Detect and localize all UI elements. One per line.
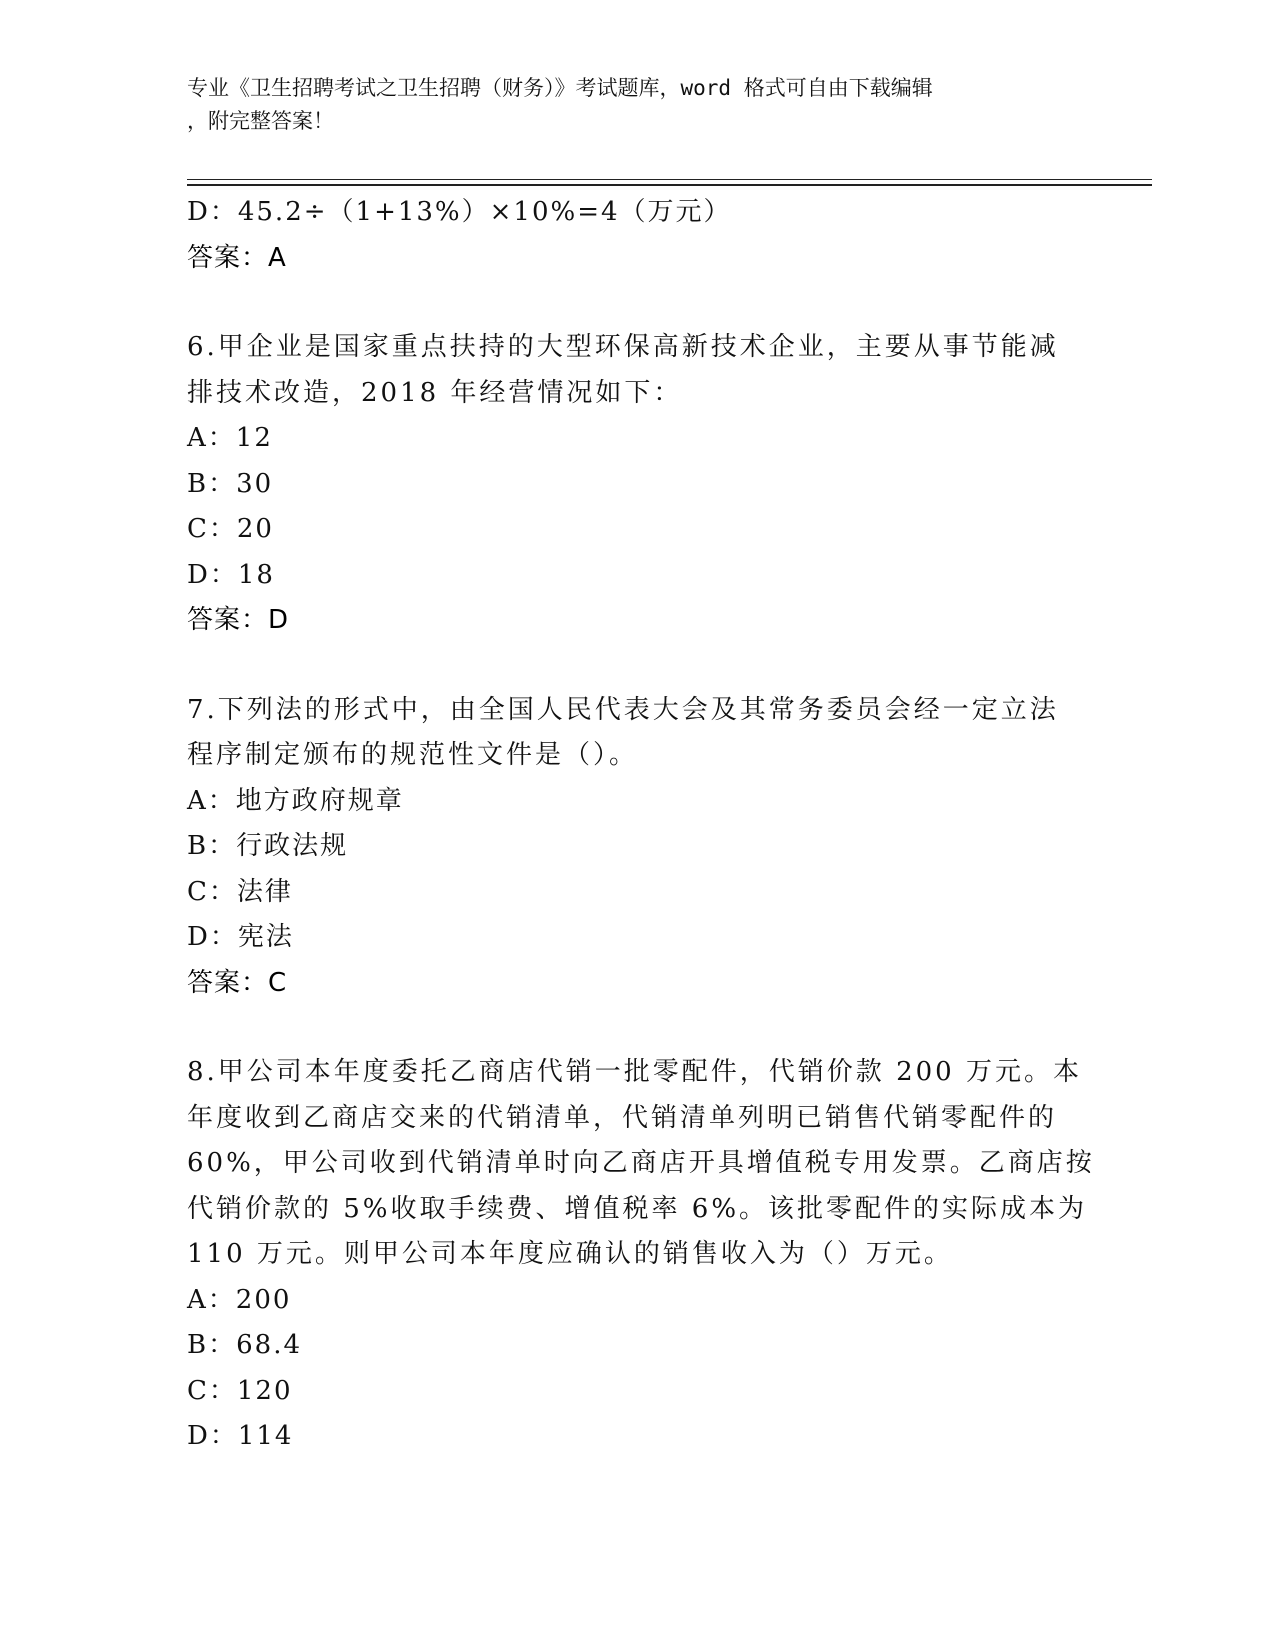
q6-answer: 答案：D <box>187 605 290 635</box>
header-rule-thick <box>187 184 1152 186</box>
q7-option-a: A：地方政府规章 <box>187 785 404 816</box>
q8-stem-line-1: 8.甲公司本年度委托乙商店代销一批零配件，代销价款 200 万元。本 <box>187 1057 1082 1087</box>
document-body <box>187 190 1095 1460</box>
q6-stem-line-2: 排技术改造，2018 年经营情况如下： <box>187 377 683 408</box>
q8-stem-line-4: 代销价款的 5%收取手续费、增值税率 6%。该批零配件的实际成本为 <box>187 1193 1088 1224</box>
q7-option-c: C：法律 <box>187 876 293 907</box>
q7-option-b: B：行政法规 <box>187 831 349 861</box>
q6-option-b: B：30 <box>187 468 274 499</box>
document-header <box>187 72 1087 138</box>
q8-option-b: B：68.4 <box>187 1330 302 1360</box>
q7-answer: 答案：C <box>187 967 288 998</box>
spacer <box>187 281 1087 325</box>
spacer <box>187 644 1087 688</box>
q7-stem-line-2: 程序制定颁布的规范性文件是（）。 <box>187 740 639 770</box>
q8-stem-line-2: 年度收到乙商店交来的代销清单，代销清单列明已销售代销零配件的 <box>187 1102 1058 1133</box>
q8-stem-line-3: 60%，甲公司收到代销清单时向乙商店开具增值税专用发票。乙商店按 <box>187 1148 1095 1178</box>
header-line-2: ，附完整答案！ <box>187 109 334 133</box>
question-8 <box>187 1050 1095 1460</box>
q6-stem-line-1: 6.甲企业是国家重点扶持的大型环保高新技术企业，主要从事节能减 <box>187 332 1059 362</box>
question-6 <box>187 325 1087 644</box>
q7-option-d: D：宪法 <box>187 922 294 952</box>
prev-option-d: D：45.2÷（1+13%）×10%=4（万元） <box>187 197 732 227</box>
q8-option-d: D：114 <box>187 1421 294 1451</box>
question-7 <box>187 688 1087 1007</box>
q8-option-a: A：200 <box>187 1284 292 1315</box>
q6-option-a: A：12 <box>187 423 273 453</box>
prev-answer: 答案：A <box>187 242 287 273</box>
q8-option-c: C：120 <box>187 1375 293 1406</box>
q7-stem-line-1: 7.下列法的形式中，由全国人民代表大会及其常务委员会经一定立法 <box>187 694 1059 725</box>
spacer <box>187 1006 1087 1050</box>
header-line-1: 专业《卫生招聘考试之卫生招聘（财务）》考试题库，word 格式可自由下载编辑 <box>187 76 933 100</box>
q8-stem-line-5: 110 万元。则甲公司本年度应确认的销售收入为（）万元。 <box>187 1239 953 1269</box>
header-rule-thin <box>187 179 1152 180</box>
q6-option-c: C：20 <box>187 514 274 544</box>
q6-option-d: D：18 <box>187 559 275 590</box>
